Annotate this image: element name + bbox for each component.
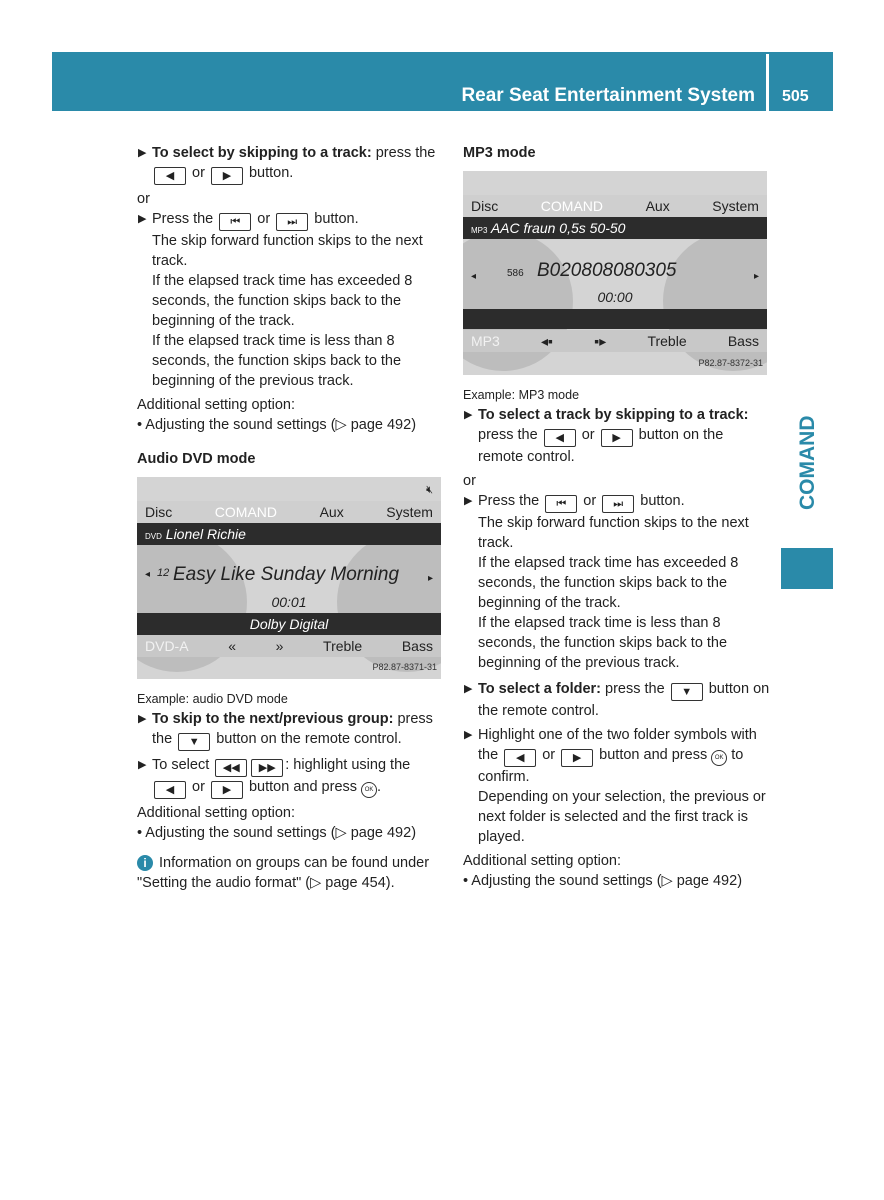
next-arrow-icon: ▸ (753, 271, 759, 282)
triangle-icon: ▶ (138, 713, 147, 725)
list-item: ▶ To select by skipping to a track: press the ◀ or ▶ button. (137, 143, 445, 185)
figure-caption: Example: MP3 mode (463, 388, 580, 402)
next-folder-icon: ▪▸ (594, 333, 607, 349)
figure-reference: P82.87-8371-31 (372, 662, 437, 672)
ok-button-icon: OK (361, 782, 377, 798)
right-key-icon: ▶ (211, 781, 243, 799)
track-number: 586 (507, 268, 524, 279)
sub-text: If the elapsed track time is less than 8 seconds, the function skips back to the beginning of the previous track. (152, 333, 402, 389)
format-bar: Dolby Digital (137, 613, 441, 635)
bullet-item: • Adjusting the sound settings (▷ page 492) (463, 873, 743, 889)
dvd-icon: DVD (145, 532, 162, 541)
screen-bottom-menu: MP3 ◂▪ ▪▸ Treble Bass (463, 330, 767, 352)
right-key-icon: ▶ (601, 429, 633, 447)
left-key-icon: ◀ (154, 781, 186, 799)
down-key-icon: ▼ (178, 733, 210, 751)
fast-forward-key-icon: ▶▶ (251, 759, 283, 777)
page-header (52, 52, 833, 111)
list-item: ▶ Highlight one of the two folder symbols with the ◀ or ▶ button and press OK to confirm. Depending on your selection, the previous or next folder is selected and the first track is played. (463, 725, 771, 847)
list-item: ▶ Press the ⏮ or ⏭ button. The skip forward function skips to the next track. If the elapsed track time has exceeded 8 seconds, the function skips back to the beginning of the track. If the elapsed track time is less than 8 seconds, the function skips back to the beginning of the previous track. (137, 209, 445, 391)
prev-key-icon: ⏮ (219, 213, 251, 231)
rewind-key-icon: ◀◀ (215, 759, 247, 777)
sub-text: The skip forward function skips to the next track. (152, 233, 423, 269)
screen-menu: Disc COMAND Aux System (463, 195, 767, 217)
left-key-icon: ◀ (544, 429, 576, 447)
side-tab-label: COMAND (796, 415, 819, 510)
screen-menu: Disc COMAND Aux System (137, 501, 441, 523)
info-icon: i (137, 855, 153, 871)
sub-text: If the elapsed track time is less than 8 seconds, the function skips back to the beginning of the previous track. (478, 615, 728, 671)
figure-reference: P82.87-8372-31 (698, 358, 763, 368)
right-key-icon: ▶ (561, 749, 593, 767)
sub-text: If the elapsed track time has exceeded 8 seconds, the function skips back to the beginning of the track. (478, 555, 739, 611)
info-note: i Information on groups can be found under "Setting the audio format" (▷ page 454). (137, 855, 430, 891)
bullet-item: • Adjusting the sound settings (▷ page 492) (137, 417, 417, 433)
screen-bottom-menu: DVD-A « » Treble Bass (137, 635, 441, 657)
sub-text: Depending on your selection, the previous or next folder is selected and the first track is played. (478, 789, 766, 845)
list-item: ▶ To select a track by skipping to a track: press the ◀ or ▶ button on the remote control. (464, 407, 749, 465)
ok-button-icon: OK (711, 750, 727, 766)
side-tab-marker (781, 548, 833, 589)
track-number: 12 (157, 567, 170, 579)
list-item: ▶ Press the ⏮ or ⏭ button. The skip forward function skips to the next track. If the elapsed track time has exceeded 8 seconds, the function skips back to the beginning of the track. If the elapsed track time is less than 8 seconds, the function skips back to the beginning of the previous track. (463, 491, 771, 673)
additional-option-label: Additional setting option: (463, 853, 621, 869)
section-heading: Audio DVD mode (137, 451, 256, 467)
triangle-icon: ▶ (464, 729, 473, 741)
track-title: B020808080305 (537, 260, 677, 281)
track-title: Easy Like Sunday Morning (173, 564, 400, 585)
section-heading: MP3 mode (463, 145, 536, 161)
triangle-icon: ▶ (138, 147, 147, 159)
next-key-icon: ⏭ (276, 213, 308, 231)
or-text: or (463, 473, 476, 489)
list-item: ▶ To select a folder: press the ▼ button on the remote control. (464, 681, 770, 719)
next-arrow-icon: ▸ (427, 573, 433, 584)
prev-arrow-icon: ◂ (471, 271, 477, 282)
left-key-icon: ◀ (154, 167, 186, 185)
dvd-screen (137, 477, 441, 679)
or-text: or (137, 191, 150, 207)
right-key-icon: ▶ (211, 167, 243, 185)
left-column (137, 143, 445, 893)
sub-text: The skip forward function skips to the next track. (478, 515, 749, 551)
prev-key-icon: ⏮ (545, 495, 577, 513)
list-item: ▶ To skip to the next/previous group: press the ▼ button on the remote control. (137, 709, 445, 751)
mp3-icon: MP3 (471, 226, 488, 235)
additional-option-label: Additional setting option: (137, 397, 295, 413)
header-title: Rear Seat Entertainment System (461, 85, 755, 106)
track-time: 00:01 (271, 594, 307, 610)
track-time: 00:00 (597, 289, 633, 305)
bullet-item: • Adjusting the sound settings (▷ page 492) (137, 825, 417, 841)
mp3-screen (463, 171, 767, 375)
triangle-icon: ▶ (464, 495, 473, 507)
sub-text: If the elapsed track time has exceeded 8 seconds, the function skips back to the beginning of the track. (152, 273, 413, 329)
prev-arrow-icon: ◂ (145, 569, 151, 580)
list-item: ▶ To select ◀◀ ▶▶ : highlight using the ◀ or ▶ button and press OK . (137, 755, 445, 799)
triangle-icon: ▶ (138, 213, 147, 225)
right-column (463, 143, 771, 891)
triangle-icon: ▶ (464, 409, 473, 421)
mute-icon: 🔇︎ (426, 484, 433, 496)
additional-option-label: Additional setting option: (137, 805, 295, 821)
figure-caption: Example: audio DVD mode (137, 692, 288, 706)
album-bar: MP3 AAC fraun 0,5s 50-50 (463, 217, 767, 239)
down-key-icon: ▼ (671, 683, 703, 701)
header-divider (766, 54, 769, 111)
next-key-icon: ⏭ (602, 495, 634, 513)
triangle-icon: ▶ (464, 683, 473, 695)
page-number: 505 (782, 88, 809, 105)
empty-bar (463, 309, 767, 329)
left-key-icon: ◀ (504, 749, 536, 767)
artist-bar: DVD Lionel Richie (137, 523, 441, 545)
prev-folder-icon: ◂▪ (541, 333, 554, 349)
triangle-icon: ▶ (138, 759, 147, 771)
